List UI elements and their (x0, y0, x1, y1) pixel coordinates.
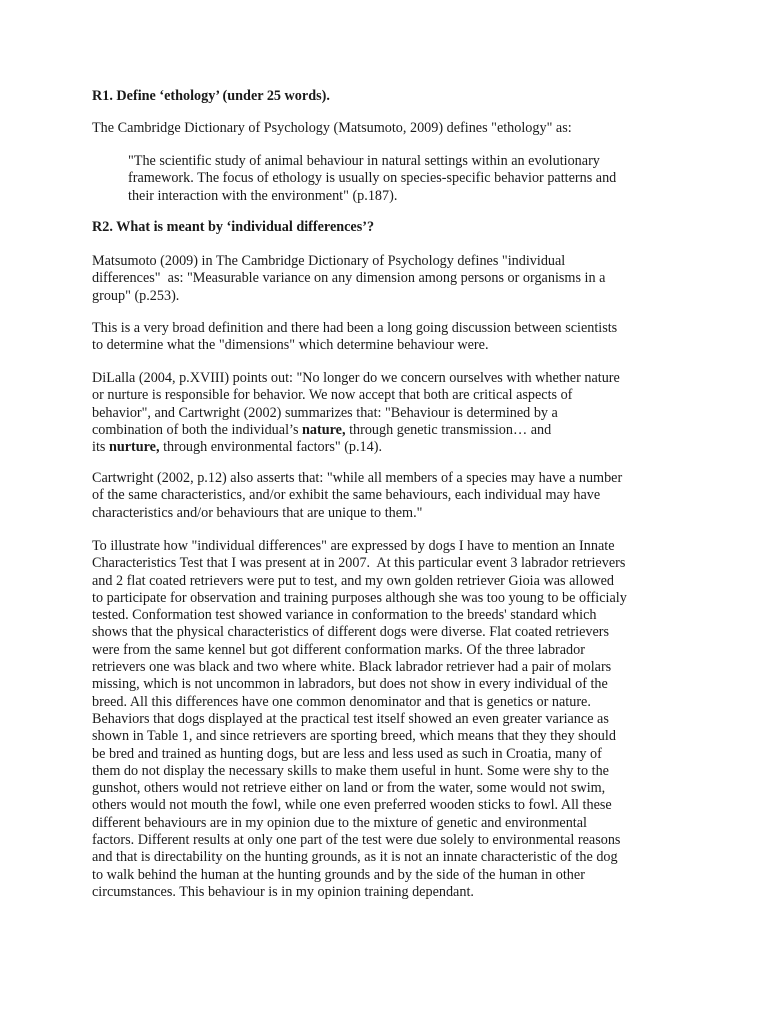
r2-paragraph-1 (92, 253, 605, 305)
plain-text: combination of both the individual’s (92, 421, 303, 438)
r1-heading-text: R1. Define ‘ethology’ (under 25 words). (92, 88, 330, 104)
paragraph-line: them do not display the necessary skills to make them useful in hunt. Some were shy to the (92, 762, 609, 779)
paragraph-line: or nurture is responsible for behavior. We now accept that both are critical aspects of (92, 387, 573, 404)
bold-term-nature: nature, (302, 421, 346, 438)
r1-quote-line: "The scientific study of animal behaviour in natural settings within an evolutionary (128, 153, 600, 169)
paragraph-line: To illustrate how "individual differences" are expressed by dogs I have to mention an Innate (92, 538, 615, 554)
paragraph-line: behavior", and Cartwright (2002) summarizes that: "Behaviour is determined by a (92, 404, 558, 421)
paragraph-line (92, 439, 620, 456)
r1-intro (92, 120, 572, 137)
bold-term-nurture: nurture, (108, 439, 160, 456)
paragraph-line: missing, which is not uncommon in labradors, but does not show in every individual of the (92, 676, 608, 693)
r1-intro-text: The Cambridge Dictionary of Psychology (Matsumoto, 2009) defines "ethology" as: (92, 120, 572, 136)
paragraph-line: to participate for observation and training purposes although she was too young to be officialy (92, 589, 627, 606)
plain-text: through environmental factors" (p.14). (159, 439, 383, 456)
r2-paragraph-5 (92, 538, 627, 901)
paragraph-line: and that is directability on the hunting grounds, as it is not an innate characteristic of the dog (92, 849, 618, 866)
r2-heading (92, 219, 374, 236)
r1-quote (128, 153, 616, 205)
paragraph-line: factors. Different results at only one part of the test were due solely to environmental reasons (92, 832, 621, 849)
paragraph-line: DiLalla (2004, p.XVIII) points out: "No longer do we concern ourselves with whether nature (92, 370, 620, 386)
r2-paragraph-3 (92, 370, 620, 456)
paragraph-line: others would not mouth the fowl, while one even preferred wooden sticks to fowl. All these (92, 797, 612, 814)
r2-paragraph-4 (92, 470, 622, 522)
paragraph-line: to walk behind the human at the hunting grounds and by the side of the human in other (92, 866, 585, 883)
paragraph-line (92, 422, 620, 439)
paragraph-line: to determine what the "dimensions" which determine behaviour were. (92, 337, 489, 354)
paragraph-line: tested. Conformation test showed variance in conformation to the breeds' standard which (92, 607, 597, 624)
paragraph-line: This is a very broad definition and there had been a long going discussion between scientists (92, 320, 618, 336)
paragraph-line: Cartwright (2002, p.12) also asserts that: "while all members of a species may have a number (92, 470, 623, 486)
r1-heading (92, 88, 330, 105)
paragraph-line: shows that the physical characteristics of different dogs were diverse. Flat coated retrievers (92, 624, 609, 641)
paragraph-line: were from the same kennel but got different conformation marks. Of the three labrador (92, 641, 585, 658)
paragraph-line: circumstances. This behaviour is in my opinion training dependant. (92, 883, 474, 900)
paragraph-line: differences" as: "Measurable variance on any dimension among persons or organisms in a (92, 270, 606, 287)
paragraph-line: of the same characteristics, and/or exhibit the same behaviours, each individual may have (92, 487, 601, 504)
paragraph-line: Behaviors that dogs displayed at the practical test itself showed an even greater variance as (92, 710, 609, 727)
paragraph-line: gunshot, others would not retrieve either on land or from the water, some would not swim, (92, 780, 606, 797)
paragraph-line: be bred and trained as hunting dogs, but are less and less used as such in Croatia, many of (92, 745, 602, 762)
paragraph-line: Matsumoto (2009) in The Cambridge Dictionary of Psychology defines "individual (92, 253, 566, 269)
r2-paragraph-2 (92, 320, 617, 355)
r1-quote-line: framework. The focus of ethology is usually on species-specific behavior patterns and (128, 170, 617, 187)
r2-heading-text: R2. What is meant by ‘individual differences’? (92, 219, 375, 235)
paragraph-line: shown in Table 1, and since retrievers are sporting breed, which means that they they should (92, 728, 616, 745)
paragraph-line: group" (p.253). (92, 287, 180, 304)
plain-text: its (92, 439, 109, 456)
paragraph-line: retrievers one was black and two where white. Black labrador retriever had a pair of molars (92, 659, 612, 676)
r1-quote-line: their interaction with the environment" (p.187). (128, 187, 398, 204)
plain-text: through genetic transmission… and (345, 421, 552, 438)
paragraph-line: characteristics and/or behaviours that are unique to them." (92, 504, 423, 521)
paragraph-line: and 2 flat coated retrievers were put to test, and my own golden retriever Gioia was allowed (92, 572, 614, 589)
paragraph-line: different behaviours are in my opinion due to the mixture of genetic and environmental (92, 814, 587, 831)
paragraph-line: breed. All this differences have one common denominator and that is genetics or nature. (92, 693, 591, 710)
paragraph-line: Characteristics Test that I was present at in 2007. At this particular event 3 labrador retrievers (92, 555, 626, 572)
